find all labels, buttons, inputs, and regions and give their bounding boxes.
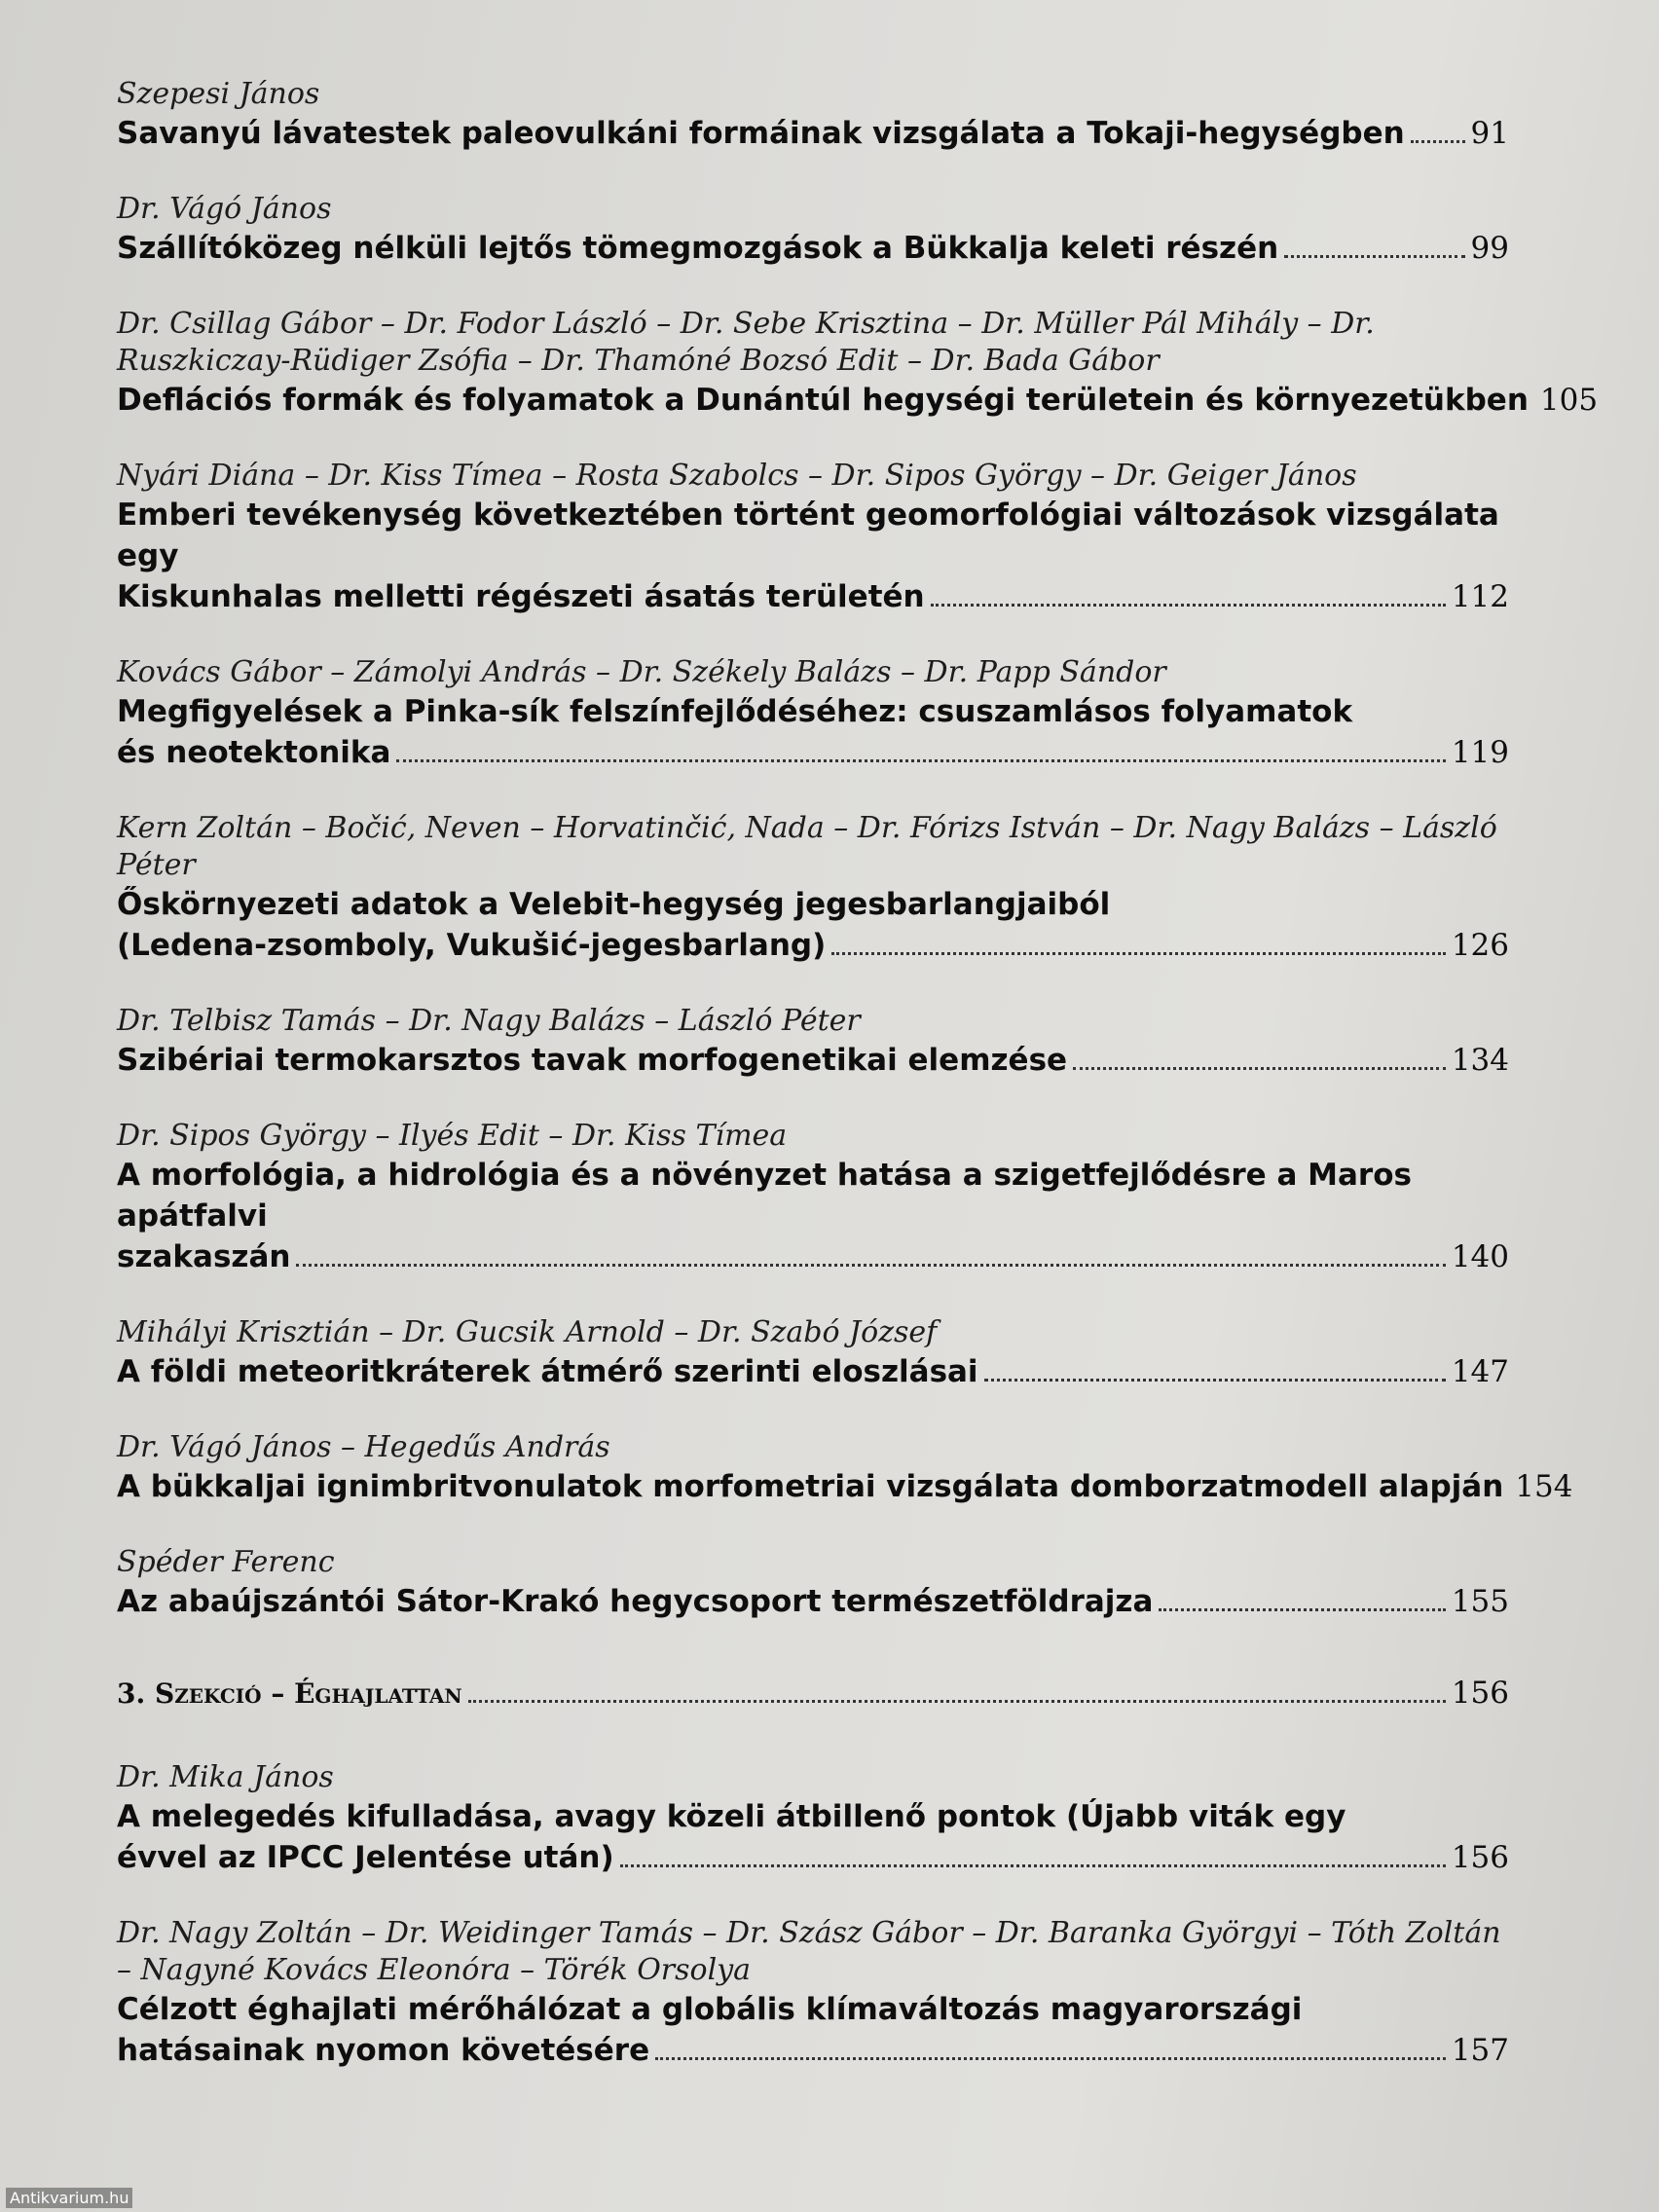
entry-title-text: és neotektonika	[117, 735, 391, 770]
entry-title-last-line	[117, 113, 1509, 154]
entry-authors: Dr. Nagy Zoltán – Dr. Weidinger Tamás – Dr. Szász Gábor – Dr. Baranka Györgyi – Tóth Zoltán – Nagyné Kovács Eleonóra – Törék Orsolya	[117, 1916, 1501, 1987]
page-number: 99	[1470, 231, 1509, 266]
dot-leader	[296, 1263, 1445, 1267]
entry-title-last-line	[117, 1466, 1573, 1507]
entry-title-line: Megfigyelések a Pinka-sík felszínfejlődéséhez: csuszamlásos folyamatok	[117, 694, 1353, 729]
entry-title-text: Savanyú lávatestek paleovulkáni formáinak vizsgálata a Tokaji-hegységben	[117, 116, 1405, 151]
entry-authors: Dr. Sipos György – Ilyés Edit – Dr. Kiss Tímea	[117, 1119, 788, 1153]
toc-entry	[117, 1915, 1509, 2071]
entry-title-last-line	[117, 2030, 1509, 2071]
entry-title-text: szakaszán	[117, 1239, 291, 1274]
entry-authors: Kovács Gábor – Zámolyi András – Dr. Székely Balázs – Dr. Papp Sándor	[117, 655, 1166, 689]
page-number: 91	[1470, 116, 1509, 151]
entry-title-text: Az abaújszántói Sátor-Krakó hegycsoport természetföldrajza	[117, 1584, 1154, 1619]
toc-entry	[117, 1759, 1509, 1878]
page-number: 126	[1451, 928, 1509, 963]
entry-title-text: Kiskunhalas melletti régészeti ásatás területén	[117, 579, 925, 614]
entry-title-text: Szibériai termokarsztos tavak morfogenetikai elemzése	[117, 1043, 1068, 1078]
toc-entry	[117, 1003, 1509, 1081]
entry-authors: Nyári Diána – Dr. Kiss Tímea – Rosta Szabolcs – Dr. Sipos György – Dr. Geiger János	[117, 459, 1357, 493]
dot-leader	[396, 758, 1445, 762]
toc-entry	[117, 810, 1509, 966]
dot-leader	[655, 2056, 1446, 2060]
page-number: 134	[1451, 1043, 1509, 1078]
entry-title-last-line	[117, 228, 1509, 269]
entry-authors: Mihályi Krisztián – Dr. Gucsik Arnold – Dr. Szabó József	[117, 1315, 938, 1349]
dot-leader	[931, 603, 1446, 607]
section-title-line	[117, 1673, 1509, 1714]
toc-entry	[117, 306, 1599, 421]
page-number: 156	[1451, 1676, 1509, 1711]
entry-authors: Dr. Vágó János – Hegedűs András	[117, 1430, 610, 1464]
entry-title-last-line	[117, 1351, 1509, 1392]
toc-entry	[117, 191, 1509, 269]
dot-leader	[1284, 254, 1464, 258]
page-number: 156	[1451, 1840, 1509, 1875]
entry-title-line: Célzott éghajlati mérőhálózat a globális klímaváltozás magyarországi	[117, 1992, 1303, 2027]
entry-title-last-line	[117, 1581, 1509, 1622]
page-number: 119	[1451, 735, 1509, 770]
toc-entry	[117, 1544, 1509, 1622]
dot-leader	[1159, 1607, 1445, 1611]
entry-title-text: évvel az IPCC Jelentése után)	[117, 1840, 614, 1875]
page-number: 154	[1515, 1469, 1573, 1504]
dot-leader	[468, 1699, 1446, 1703]
entry-title-line: Emberi tevékenység következtében történt geomorfológiai változások vizsgálata egy	[117, 498, 1499, 573]
entry-title-line: A melegedés kifulladása, avagy közeli átbillenő pontok (Újabb viták egy	[117, 1799, 1346, 1834]
entry-title-last-line	[117, 576, 1509, 617]
toc-entry	[117, 1429, 1573, 1507]
dot-leader	[831, 951, 1446, 955]
table-of-contents	[117, 76, 1599, 2108]
entry-title-line: A morfológia, a hidrológia és a növényzet hatása a szigetfejlődésre a Maros apátfalvi	[117, 1158, 1412, 1234]
entry-authors: Dr. Csillag Gábor – Dr. Fodor László – Dr. Sebe Krisztina – Dr. Müller Pál Mihály – Dr. Ruszkiczay-Rüdiger Zsófia – Dr. Thamóné Bozsó Edit – Dr. Bada Gábor	[117, 307, 1375, 378]
dot-leader	[1073, 1066, 1446, 1070]
entry-title-text: A földi meteoritkráterek átmérő szerinti eloszlásai	[117, 1354, 978, 1389]
toc-entry	[117, 458, 1509, 617]
toc-entry	[117, 76, 1509, 154]
dot-leader	[1411, 139, 1465, 143]
entry-title-text: (Ledena-zsomboly, Vukušić-jegesbarlang)	[117, 928, 827, 963]
toc-entry	[117, 654, 1509, 773]
page-number: 140	[1451, 1239, 1509, 1274]
page-number: 105	[1539, 383, 1599, 418]
entry-title-last-line	[117, 380, 1599, 421]
entry-title-last-line	[117, 1236, 1509, 1277]
entry-authors: Dr. Telbisz Tamás – Dr. Nagy Balázs – László Péter	[117, 1004, 861, 1038]
entry-title-text: A bükkaljai ignimbritvonulatok morfometriai vizsgálata domborzatmodell alapján	[117, 1469, 1504, 1504]
entry-title-last-line	[117, 1040, 1509, 1081]
page-number: 155	[1451, 1584, 1509, 1619]
entry-authors: Szepesi János	[117, 77, 320, 111]
entry-authors: Spéder Ferenc	[117, 1545, 335, 1579]
page-number: 112	[1451, 579, 1509, 614]
dot-leader	[984, 1378, 1446, 1382]
entry-authors: Kern Zoltán – Bočić, Neven – Horvatinčić, Nada – Dr. Fórizs István – Dr. Nagy Balázs – László Péter	[117, 811, 1497, 882]
entry-title-last-line	[117, 925, 1509, 966]
toc-entry	[117, 1314, 1509, 1392]
site-watermark: Antikvarium.hu	[6, 2188, 132, 2208]
entry-authors: Dr. Mika János	[117, 1760, 334, 1794]
page-number: 147	[1451, 1354, 1509, 1389]
entry-authors: Dr. Vágó János	[117, 192, 332, 226]
entry-title-text: Szállítóközeg nélküli lejtős tömegmozgások a Bükkalja keleti részén	[117, 231, 1279, 266]
entry-title-last-line	[117, 1837, 1509, 1878]
dot-leader	[620, 1863, 1446, 1867]
entry-title-text: hatásainak nyomon követésére	[117, 2033, 650, 2068]
section-title: 3. Szekció – Éghajlattan	[117, 1677, 462, 1710]
entry-title-text: Deflációs formák és folyamatok a Dunántúl hegységi területein és környezetükben	[117, 383, 1529, 418]
entry-title-line: Őskörnyezeti adatok a Velebit-hegység jegesbarlangjaiból	[117, 887, 1111, 922]
toc-entry	[117, 1118, 1509, 1277]
page-number: 157	[1451, 2033, 1509, 2068]
section-heading	[117, 1673, 1509, 1714]
entry-title-last-line	[117, 732, 1509, 773]
